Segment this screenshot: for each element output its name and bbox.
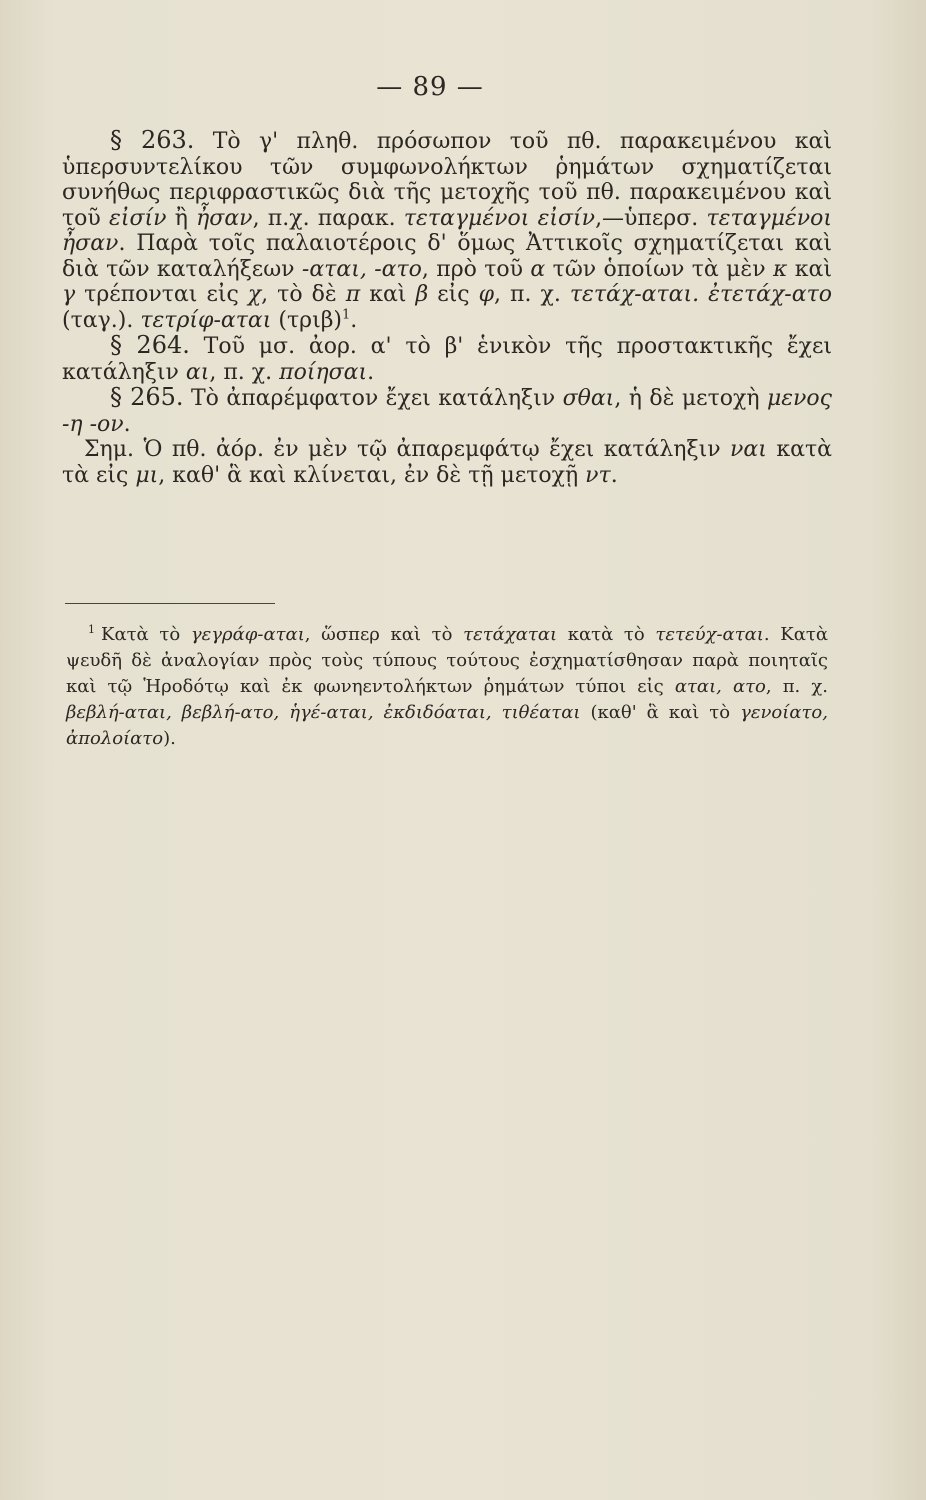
footnote <box>66 622 828 752</box>
text-run: τῶν ὁποίων τὰ μὲν <box>545 256 773 282</box>
text-run: , ὥσπερ καὶ τὸ <box>304 624 464 645</box>
italic-text: π <box>345 282 361 307</box>
italic-text: γ <box>62 282 76 307</box>
text-run: , π. χ. <box>494 282 570 307</box>
text-run: , ἡ δὲ μετοχὴ <box>614 386 767 411</box>
italic-text: ντ <box>585 462 611 488</box>
italic-text: φ <box>478 282 494 307</box>
section-number: § 263. <box>110 126 195 154</box>
text-run: Τοῦ μσ. ἀορ. α' τὸ β' ἑνικὸν τῆς προστακτικῆς ἔχει κατάληξιν <box>62 334 832 385</box>
italic-text: τετάχ-αται. ἐτετάχ-ατο <box>569 282 833 307</box>
italic-text: αι <box>185 359 210 385</box>
italic-text: ποίησαι <box>279 359 368 385</box>
italic-text: β <box>415 282 429 307</box>
paragraph-263 <box>62 128 832 333</box>
italic-text: τετάχαται <box>463 624 558 645</box>
footnote-reference: 1 <box>342 307 351 323</box>
text-run: , π.χ. παρακ. <box>252 205 404 231</box>
italic-text: ναι <box>730 437 767 462</box>
text-run: (καθ' ἃ καὶ τὸ <box>580 702 741 723</box>
text-run: Σημ. Ὁ πθ. ἀόρ. ἐν μὲν τῷ ἀπαρεμφάτῳ ἔχει κατάληξιν <box>84 437 731 462</box>
text-run: εἰς <box>428 282 479 307</box>
italic-text: ἦσαν <box>196 205 253 231</box>
footnote-divider <box>65 603 275 604</box>
italic-text: σθαι <box>562 386 615 411</box>
italic-text: μενος -η -ον <box>62 386 832 437</box>
text-run: ἢ <box>166 205 197 231</box>
text-run: . Παρὰ τοῖς παλαιοτέροις δ' ὅμως Ἀττικοῖς σχηματίζεται καὶ διὰ τῶν καταλήξεων <box>62 231 832 282</box>
text-run: . <box>350 307 358 333</box>
text-run: , πρὸ τοῦ <box>421 256 531 282</box>
italic-text: -αται, -ατο <box>301 256 422 282</box>
italic-text: α <box>530 256 546 282</box>
section-number: § 264. <box>110 331 190 359</box>
footnote-1 <box>66 622 828 752</box>
italic-text: εἰσίν <box>109 205 167 231</box>
main-text <box>62 128 832 488</box>
italic-text: τεταγμένοι εἰσίν <box>403 205 596 231</box>
text-run: ). <box>163 728 176 749</box>
italic-text: τετρίφ-αται <box>140 307 272 333</box>
footnote-text <box>66 624 828 749</box>
text-run: κατὰ τὸ <box>557 624 656 645</box>
text-run: (ταγ.). <box>62 307 141 333</box>
text-run: , τὸ δὲ <box>261 282 346 307</box>
paragraph-265 <box>62 385 832 437</box>
italic-text: βεβλή-αται, βεβλή-ατο, ἡγέ-αται, ἐκδιδόαται, τιθέαται <box>66 702 581 723</box>
text-run: . <box>123 411 131 437</box>
italic-text: αται, ατο <box>674 676 766 697</box>
section-number: § 265. <box>110 383 184 411</box>
page-number: — 89 — <box>376 72 484 102</box>
text-run: Τὸ γ' πληθ. πρόσωπον τοῦ πθ. παρακειμένου καὶ ὑπερσυντελίκου τῶν συμφωνολήκτων ῥημάτων σχηματίζεται συνήθως περιφραστικῶς διὰ τῆς μετοχῆς τοῦ πθ. παρακειμένου καὶ τοῦ <box>62 129 832 231</box>
text-run: τρέπονται εἰς <box>75 282 248 307</box>
text-run: . <box>610 462 618 488</box>
italic-text: γεγράφ-αται <box>190 624 305 645</box>
text-run: , π. χ. <box>765 676 828 697</box>
italic-text: γενοίατο, ἀπολοίατο <box>66 702 828 749</box>
footnote-marker: 1 <box>88 623 95 636</box>
text-run: (τριβ) <box>271 307 342 333</box>
text-run: καὶ <box>787 256 833 282</box>
text-run: , καθ' ἃ καὶ κλίνεται, ἐν δὲ τῇ μετοχῇ <box>158 462 586 488</box>
text-run: ,—ὑπερσ. <box>595 205 707 231</box>
italic-text: τεταγμένοι ἦσαν <box>62 205 832 256</box>
text-run: Τὸ ἀπαρέμφατον ἔχει κατάληξιν <box>183 386 563 411</box>
note-paragraph <box>62 437 832 488</box>
text-run: καὶ <box>360 282 416 307</box>
text-run: Κατὰ τὸ <box>101 624 191 645</box>
text-run: . <box>367 359 375 385</box>
paragraph-264 <box>62 333 832 385</box>
text-run: . Κατὰ ψευδῆ δὲ ἀναλογίαν πρὸς τοὺς τύπους τούτους ἐσχηματίσθησαν παρὰ ποιηταῖς καὶ τῷ Ἡροδότῳ καὶ ἐκ φωνηεντολήκτων ῥημάτων τύποι εἰς <box>66 624 828 697</box>
italic-text: κ <box>772 256 788 282</box>
text-run: , π. χ. <box>209 359 280 385</box>
italic-text: τετεύχ-αται <box>655 624 764 645</box>
italic-text: μι <box>135 462 159 488</box>
text-run: κατὰ τὰ εἰς <box>62 437 832 488</box>
italic-text: χ <box>247 282 262 307</box>
